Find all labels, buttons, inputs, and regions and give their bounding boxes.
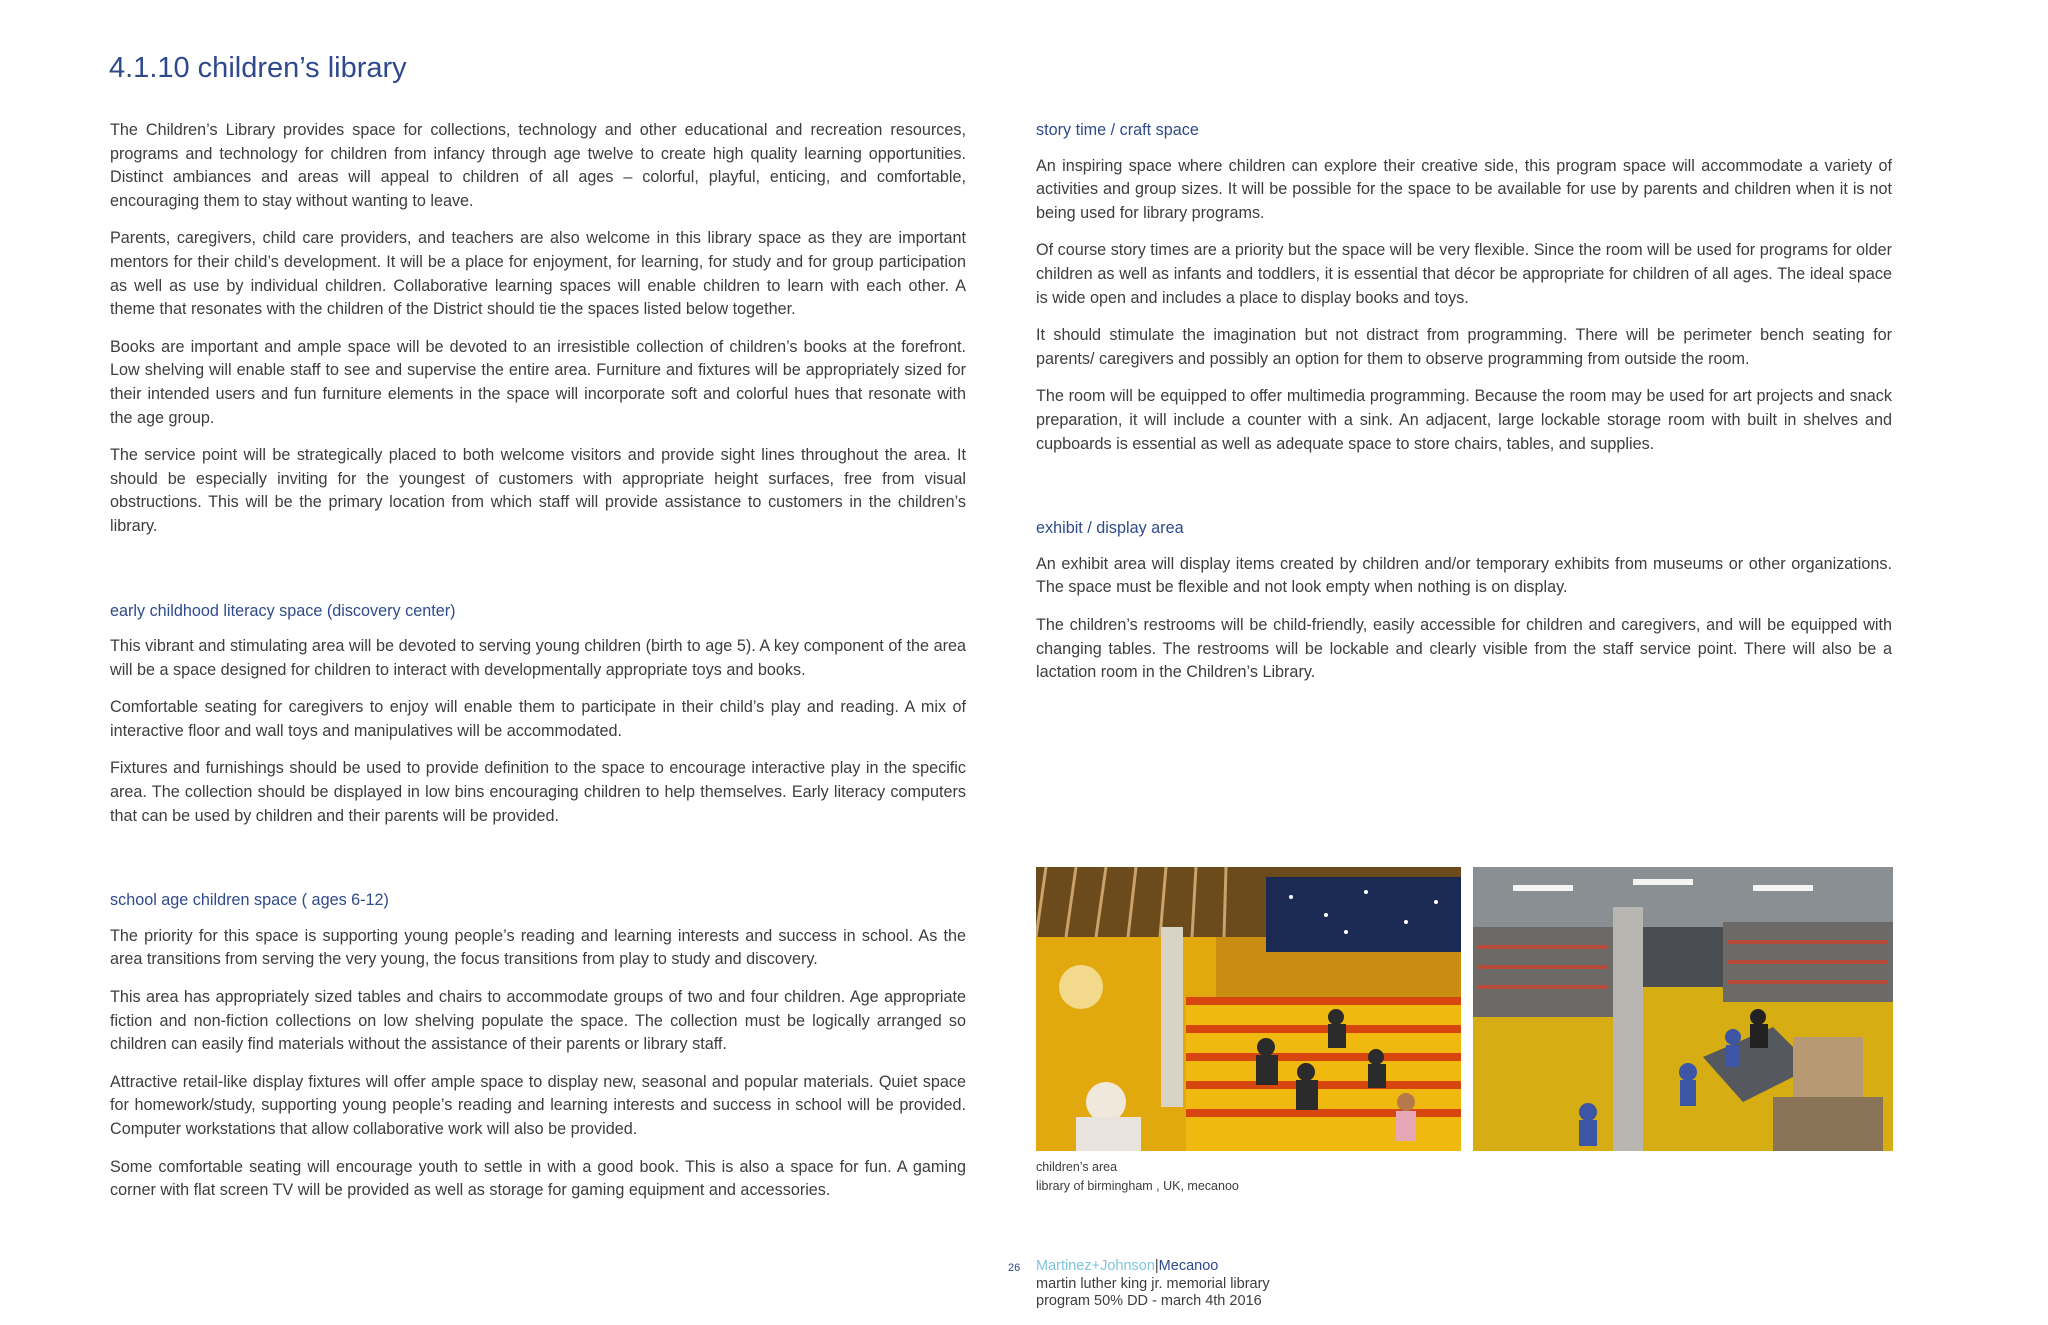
intro-paragraph: Parents, caregivers, child care providers, and teachers are also welcome in this library space as they are important mentors for their child’s development. It will be a place for enjoyment, for learning, for study and for group participation as well as use by individual children. Collaborative learning spaces will enable children to learn with each other. A theme that resonates with the children of the District should tie the spaces listed below together. xyxy=(110,229,966,319)
story-time-paragraph: It should stimulate the imagination but not distract from programming. There will be perimeter bench seating for parents/ caregivers and possibly an option for them to observe programming from outside the room. xyxy=(1036,326,1892,368)
school-age-paragraph: The priority for this space is supporting young people’s reading and learning interests and success in school. As the area transitions from serving the very young, the focus transitions from play to study and discovery. xyxy=(110,926,966,969)
section-spacer xyxy=(110,553,966,600)
story-time-paragraph: An inspiring space where children can explore their creative side, this program space will accommodate a variety of activities and group sizes. It will be possible for the space to be available for use by parents and children when it is not being used for library programs. xyxy=(1036,156,1892,222)
page-title: 4.1.10 children’s library xyxy=(109,52,407,84)
section-spacer xyxy=(110,842,966,889)
page-number: 26 xyxy=(1008,1262,1021,1274)
exhibit-paragraph: An exhibit area will display items created by children and/or temporary exhibits from museums or other organizations. The space must be flexible and not look empty when nothing is on display. xyxy=(1036,554,1892,597)
caption-title: children’s area xyxy=(1036,1160,1118,1174)
footer-project-name: martin luther king jr. memorial library xyxy=(1036,1275,1270,1292)
stair-seating-illustration xyxy=(1036,867,1461,1151)
brand-martinez-johnson: Martinez+Johnson xyxy=(1036,1258,1155,1274)
photo-childrens-stair-seating xyxy=(1036,867,1461,1151)
footer-text xyxy=(1036,1258,1356,1311)
intro-paragraph: Books are important and ample space will be devoted to an irresistible collection of children’s books at the forefront. Low shelving will enable staff to see and supervise the entire area. Furniture and fixtures will be appropriately sized for their intended users and fun furniture elements in the space will incorporate soft and colorful hues that resonate with the age group. xyxy=(110,337,966,427)
exhibit-heading: exhibit / display area xyxy=(1036,519,1184,538)
intro-paragraph: The service point will be strategically placed to both welcome visitors and provide sight lines throughout the area. It should be especially inviting for the youngest of customers with appropriate height surfaces, free from visual obstructions. This will be the primary location from which staff will provide assistance to customers in the children’s library. xyxy=(110,446,966,535)
brand-separator: | xyxy=(1154,1258,1159,1274)
left-column xyxy=(110,119,966,1217)
early-childhood-paragraph: This vibrant and stimulating area will be devoted to serving young children (birth to age 5). A key component of the area will be a space designed for children to interact with developmentally appropriate toys and books. xyxy=(110,637,966,679)
right-column xyxy=(1036,119,1892,699)
story-time-heading: story time / craft space xyxy=(1036,121,1199,139)
photo-row xyxy=(1036,867,1893,1151)
footer-document-info: program 50% DD - march 4th 2016 xyxy=(1036,1293,1262,1309)
photo-caption xyxy=(1036,1158,1893,1196)
photo-figure xyxy=(1036,867,1893,1196)
bookshelf-floor-illustration xyxy=(1473,867,1893,1151)
school-age-paragraph: This area has appropriately sized tables and chairs to accommodate groups of two and four children. Age appropriate fiction and non-fiction collections on low shelving populate the space. The collection must be logically arranged so children can easily find materials without the assistance of their parents or library staff. xyxy=(110,988,966,1054)
early-childhood-paragraph: Comfortable seating for caregivers to enjoy will enable them to participate in their child’s play and reading. A mix of interactive floor and wall toys and manipulatives will be accommodated. xyxy=(110,698,966,740)
caption-source: library of birmingham , UK, mecanoo xyxy=(1036,1179,1239,1193)
footer-brand-line xyxy=(1036,1258,1356,1276)
story-time-paragraph: Of course story times are a priority but the space will be very flexible. Since the room will be used for programs for older children as well as infants and toddlers, it is essential that décor be appropriate for children of all ages. The ideal space is wide open and includes a place to display books and toys. xyxy=(1036,241,1892,307)
brand-mecanoo: Mecanoo xyxy=(1158,1258,1219,1274)
school-age-paragraph: Some comfortable seating will encourage youth to settle in with a good book. This is also a space for fun. A gaming corner with flat screen TV will be provided as well as storage for gaming equipment and accessories. xyxy=(110,1157,966,1200)
story-time-paragraph: The room will be equipped to offer multimedia programming. Because the room may be used for art projects and snack preparation, it will include a counter with a sink. An adjacent, large lockable storage room with built in shelves and cupboards is essential as well as adequate space to store chairs, tables, and supplies. xyxy=(1036,387,1892,453)
school-age-heading: school age children space ( ages 6-12) xyxy=(110,891,389,910)
intro-paragraph: The Children’s Library provides space for collections, technology and other educational and recreation resources, programs and technology for children from infancy through age twelve to create high quality learning opportunities. Distinct ambiances and areas will appeal to children of all ages – colorful, playful, enticing, and comfortable, encouraging them to stay without wanting to leave. xyxy=(110,121,966,210)
section-spacer xyxy=(1036,470,1892,517)
early-childhood-paragraph: Fixtures and furnishings should be used to provide definition to the space to encourage interactive play in the specific area. The collection should be displayed in low bins encouraging children to help themselves. Early literacy computers that can be used by children and their parents will be provided. xyxy=(110,759,966,825)
early-childhood-heading: early childhood literacy space (discovery center) xyxy=(110,601,456,620)
school-age-paragraph: Attractive retail-like display fixtures will offer ample space to display new, seasonal and popular materials. Quiet space for homework/study, supporting young people’s reading and learning interests and success in school will be provided. Computer workstations that allow collaborative work will also be provided. xyxy=(110,1072,966,1138)
exhibit-paragraph: The children’s restrooms will be child-friendly, easily accessible for children and caregivers, and will be equipped with changing tables. The restrooms will be lockable and clearly visible from the staff service point. There will also be a lactation room in the Children’s Library. xyxy=(1036,615,1892,682)
photo-bookshelf-floor xyxy=(1473,867,1893,1151)
